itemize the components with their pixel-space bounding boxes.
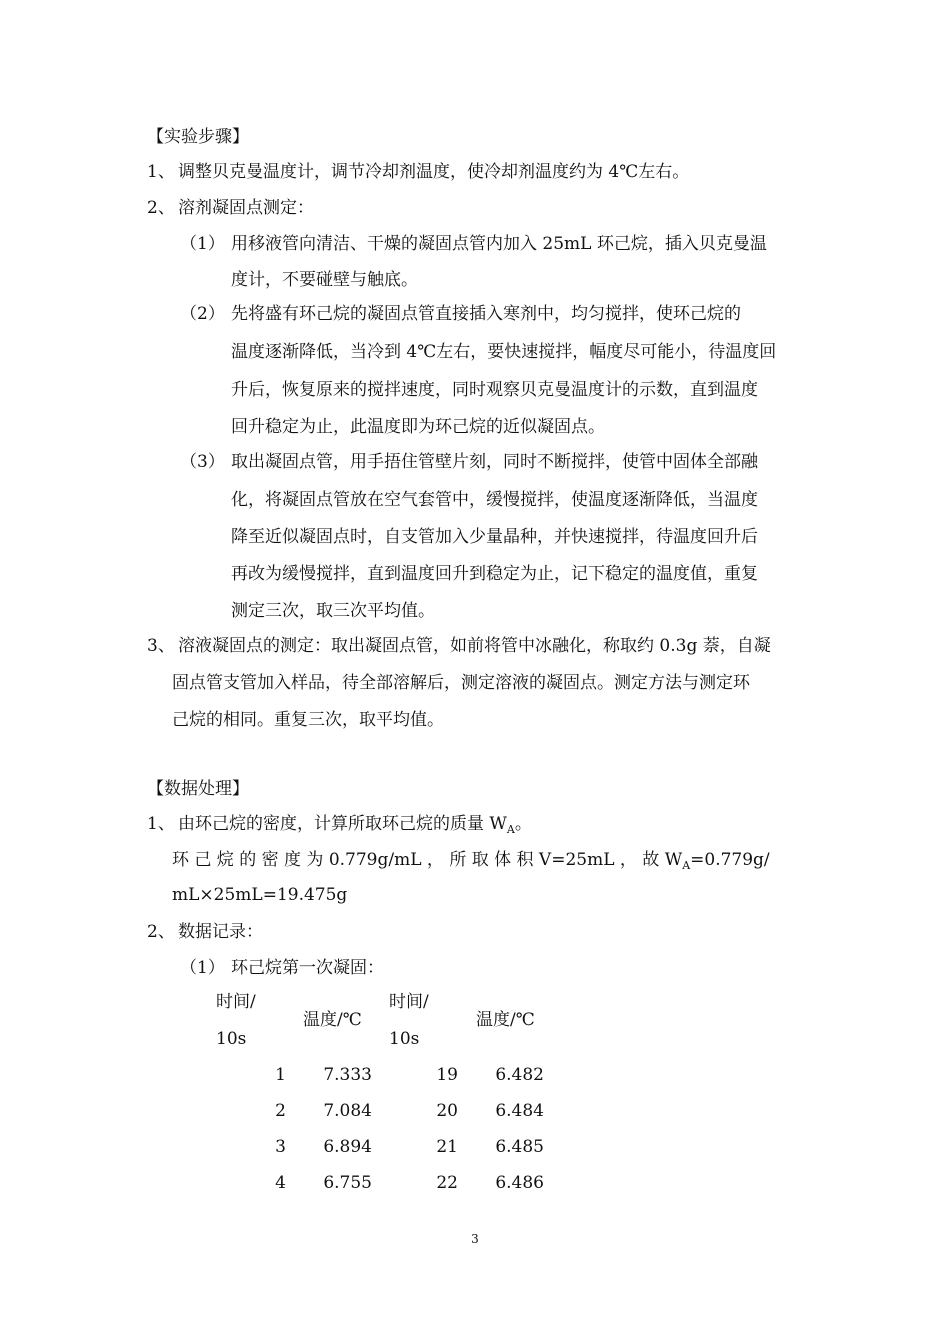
table-cell-temp: 6.484: [495, 1101, 544, 1121]
step-3-number: 3、: [147, 636, 175, 656]
step-3-line-1: 溶液凝固点的测定：取出凝固点管，如前将管中冰融化，称取约 0.3g 萘，自凝: [178, 636, 771, 656]
header-time-1-top: 时间/: [216, 992, 256, 1012]
substep-3-line-3: 降至近似凝固点时，自支管加入少量晶种，并快速搅拌，待温度回升后: [231, 527, 758, 547]
data-step-2-text: 数据记录：: [178, 922, 263, 942]
header-time-2-bottom: 10s: [389, 1029, 420, 1049]
table-cell-temp: 6.486: [495, 1173, 544, 1193]
substep-2-number: （2）: [180, 304, 225, 324]
table-cell-time: 19: [436, 1065, 458, 1085]
substep-1-line-2: 度计，不要碰壁与触底。: [231, 270, 418, 290]
substep-2-line-3: 升后，恢复原来的搅拌速度，同时观察贝克曼温度计的示数，直到温度: [231, 380, 758, 400]
header-time-1-bottom: 10s: [216, 1029, 247, 1049]
page-number: 3: [471, 1232, 479, 1246]
step-3-line-3: 己烷的相同。重复三次，取平均值。: [172, 710, 444, 730]
substep-2-line-1: 先将盛有环己烷的凝固点管直接插入寒剂中，均匀搅拌，使环己烷的: [231, 304, 741, 324]
substep-1-line-1: 用移液管向清洁、干燥的凝固点管内加入 25mL 环己烷，插入贝克曼温: [231, 234, 767, 254]
header-temp-1: 温度/℃: [303, 1010, 362, 1030]
table-cell-time: 22: [436, 1173, 458, 1193]
substep-3-number: （3）: [180, 452, 225, 472]
table-cell-temp: 6.482: [495, 1065, 544, 1085]
substep-1-number: （1）: [180, 234, 225, 254]
data-processing-heading: 【数据处理】: [147, 779, 249, 799]
density-calc-line-2: mL×25mL=19.475g: [172, 885, 348, 905]
step-2-number: 2、: [147, 198, 175, 218]
table-cell-temp: 7.333: [323, 1065, 372, 1085]
table-cell-temp: 7.084: [323, 1101, 372, 1121]
substep-2-line-4: 回升稳定为止，此温度即为环己烷的近似凝固点。: [231, 417, 605, 437]
table-cell-time: 2: [275, 1101, 286, 1121]
table-cell-temp: 6.485: [495, 1137, 544, 1157]
steps-heading: 【实验步骤】: [147, 127, 249, 147]
table-cell-temp: 6.894: [323, 1137, 372, 1157]
table-cell-time: 3: [275, 1137, 286, 1157]
table-cell-time: 21: [436, 1137, 458, 1157]
table-cell-time: 1: [275, 1065, 286, 1085]
table-cell-time: 20: [436, 1101, 458, 1121]
substep-3-line-2: 化，将凝固点管放在空气套管中，缓慢搅拌，使温度逐渐降低，当温度: [231, 490, 758, 510]
table-cell-temp: 6.755: [323, 1173, 372, 1193]
substep-3-line-4: 再改为缓慢搅拌，直到温度回升到稳定为止，记下稳定的温度值，重复: [231, 564, 758, 584]
substep-2-line-2: 温度逐渐降低，当冷到 4℃左右，要快速搅拌，幅度尽可能小，待温度回: [231, 342, 777, 362]
header-temp-2: 温度/℃: [476, 1010, 535, 1030]
data-step-2-number: 2、: [147, 922, 175, 942]
table-1-title: 环己烷第一次凝固：: [231, 958, 384, 978]
substep-3-line-1: 取出凝固点管，用手捂住管壁片刻，同时不断搅拌，使管中固体全部融: [231, 452, 758, 472]
data-step-1-text: 由环己烷的密度，计算所取环己烷的质量 $W_A$。: [178, 814, 532, 836]
step-1-text: 调整贝克曼温度计，调节冷却剂温度，使冷却剂温度约为 4℃左右。: [178, 162, 690, 182]
step-3-line-2: 固点管支管加入样品，待全部溶解后，测定溶液的凝固点。测定方法与测定环: [172, 673, 750, 693]
substep-3-line-5: 测定三次，取三次平均值。: [231, 601, 435, 621]
data-step-1-number: 1、: [147, 814, 175, 834]
header-time-2-top: 时间/: [389, 992, 429, 1012]
density-calc-line-1: 环 己 烷 的 密 度 为 0.779g/mL ， 所 取 体 积 V=25mL ， 故 $W_A=0.779g/$: [172, 850, 770, 872]
step-1-number: 1、: [147, 162, 175, 182]
table-1-number: （1）: [180, 958, 225, 978]
step-2-text: 溶剂凝固点测定：: [178, 198, 314, 218]
table-cell-time: 4: [275, 1173, 286, 1193]
